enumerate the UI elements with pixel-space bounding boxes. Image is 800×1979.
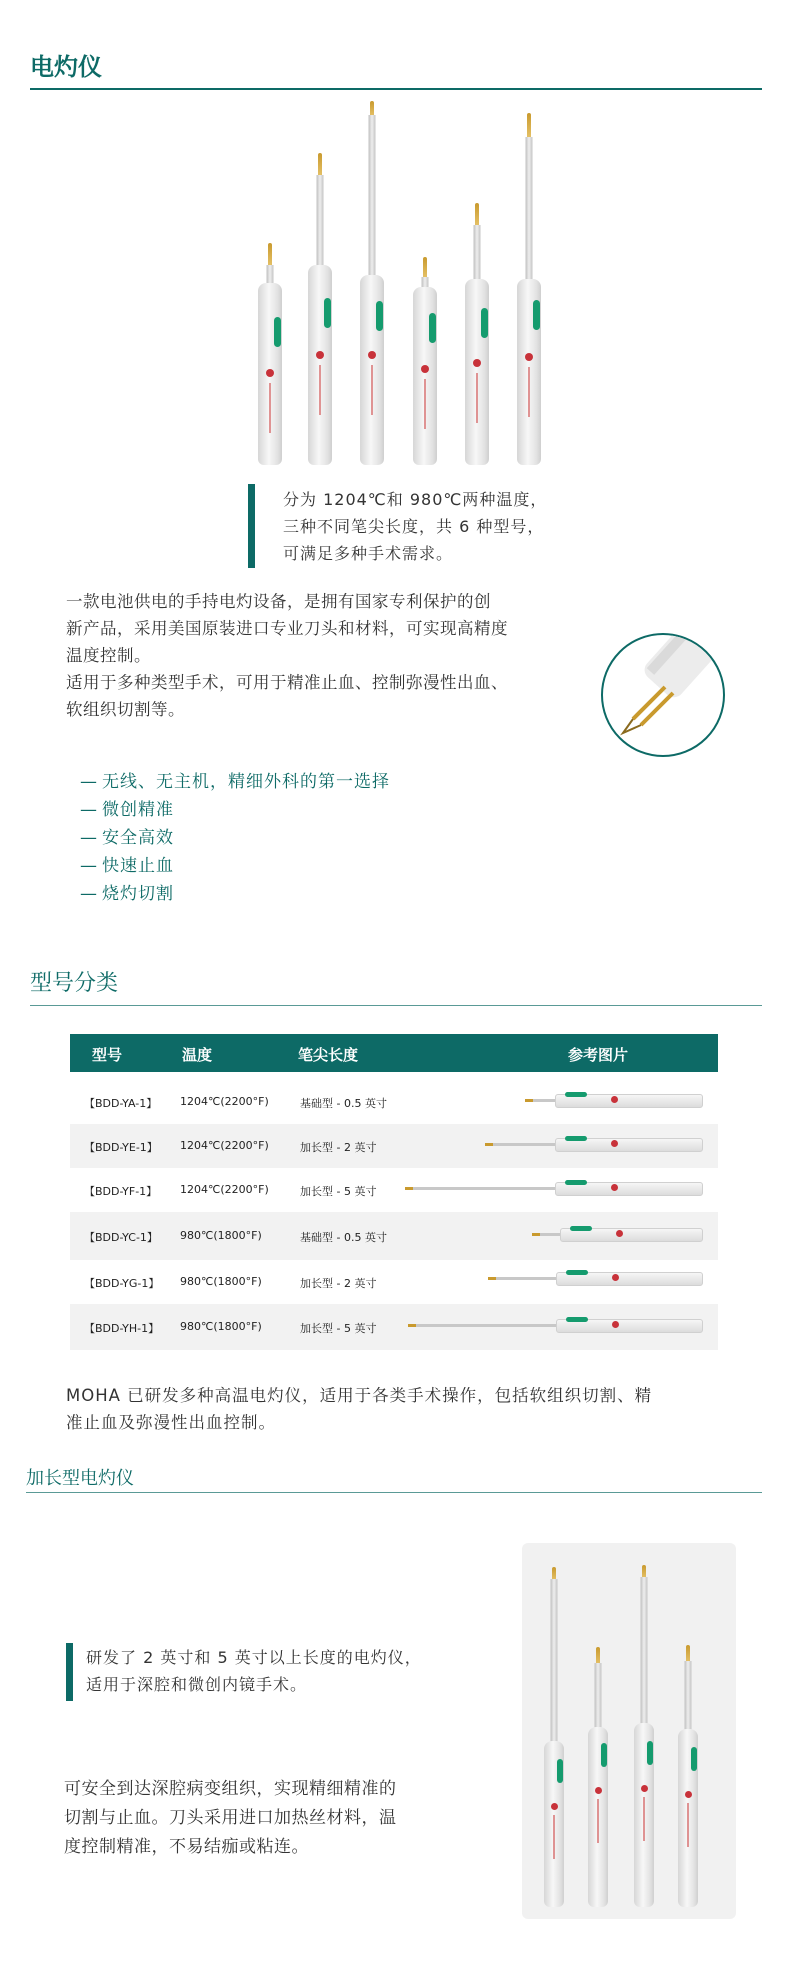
row-product-image bbox=[405, 1178, 703, 1200]
section-divider bbox=[30, 88, 762, 90]
callout-line: 研发了 2 英寸和 5 英寸以上长度的电灼仪， bbox=[86, 1648, 422, 1667]
pen-product bbox=[517, 113, 541, 465]
callout-accent-bar bbox=[66, 1643, 73, 1701]
header-tip-length: 笔尖长度 bbox=[298, 1046, 359, 1064]
cell-model: 【BDD-YH-1】 bbox=[84, 1322, 160, 1335]
section-title-models: 型号分类 bbox=[30, 971, 119, 996]
section-title-cautery: 电灼仪 bbox=[30, 53, 102, 81]
description-line: 新产品，采用美国原装进口专业刀头和材料，可实现高精度 bbox=[66, 619, 508, 638]
cell-tip-length: 基础型 - 0.5 英寸 bbox=[300, 1097, 387, 1110]
callout-extended-lengths bbox=[86, 1644, 506, 1698]
summary-line: 准止血及弥漫性出血控制。 bbox=[66, 1413, 276, 1432]
cell-model: 【BDD-YA-1】 bbox=[84, 1097, 158, 1110]
cell-temperature: 980℃(1800°F) bbox=[180, 1229, 262, 1242]
description-line: 度控制精准，不易结痂或粘连。 bbox=[64, 1837, 309, 1857]
pen-product bbox=[588, 1647, 608, 1907]
callout-line: 分为 1204℃和 980℃两种温度， bbox=[283, 490, 548, 509]
description-line: 可安全到达深腔病变组织，实现精细精准的 bbox=[64, 1779, 397, 1799]
table-row bbox=[70, 1080, 718, 1124]
callout-line: 可满足多种手术需求。 bbox=[283, 544, 454, 563]
feature-item: — 无线、无主机，精细外科的第一选择 bbox=[80, 772, 390, 792]
cell-model: 【BDD-YC-1】 bbox=[84, 1231, 158, 1244]
cell-tip-length: 加长型 - 5 英寸 bbox=[300, 1185, 377, 1198]
cell-model: 【BDD-YG-1】 bbox=[84, 1277, 160, 1290]
feature-list bbox=[80, 768, 390, 908]
pen-product bbox=[465, 203, 489, 465]
cell-temperature: 1204℃(2200°F) bbox=[180, 1183, 269, 1196]
pen-product bbox=[413, 257, 437, 465]
cell-tip-length: 加长型 - 2 英寸 bbox=[300, 1277, 377, 1290]
row-product-image bbox=[485, 1134, 703, 1156]
section-divider bbox=[26, 1492, 762, 1493]
callout-line: 适用于深腔和微创内镜手术。 bbox=[86, 1675, 308, 1694]
product-description bbox=[66, 588, 566, 723]
cell-tip-length: 加长型 - 5 英寸 bbox=[300, 1322, 377, 1335]
feature-item: — 微创精准 bbox=[80, 800, 174, 820]
callout-line: 三种不同笔尖长度，共 6 种型号， bbox=[283, 517, 545, 536]
feature-item: — 快速止血 bbox=[80, 856, 174, 876]
cell-temperature: 980℃(1800°F) bbox=[180, 1275, 262, 1288]
pen-product bbox=[678, 1645, 698, 1907]
tip-closeup-drawing bbox=[603, 635, 725, 757]
tip-closeup-image bbox=[601, 633, 725, 757]
row-product-image bbox=[532, 1224, 703, 1246]
models-summary bbox=[66, 1382, 766, 1436]
cell-tip-length: 基础型 - 0.5 英寸 bbox=[300, 1231, 387, 1244]
hero-product-image bbox=[240, 95, 570, 470]
description-line: 软组织切割等。 bbox=[66, 700, 185, 719]
header-reference-image: 参考图片 bbox=[568, 1046, 629, 1064]
cell-model: 【BDD-YF-1】 bbox=[84, 1185, 158, 1198]
table-row bbox=[70, 1124, 718, 1168]
description-line: 切割与止血。刀头采用进口加热丝材料，温 bbox=[64, 1808, 397, 1828]
pen-product bbox=[544, 1567, 564, 1907]
cell-temperature: 1204℃(2200°F) bbox=[180, 1095, 269, 1108]
pen-product bbox=[308, 153, 332, 465]
cell-model: 【BDD-YE-1】 bbox=[84, 1141, 158, 1154]
header-temperature: 温度 bbox=[182, 1046, 213, 1064]
table-row bbox=[70, 1212, 718, 1260]
description-line: 一款电池供电的手持电灼设备，是拥有国家专利保护的创 bbox=[66, 592, 491, 611]
model-table-header bbox=[70, 1034, 718, 1072]
header-model: 型号 bbox=[92, 1046, 123, 1064]
section-title-extended: 加长型电灼仪 bbox=[26, 1468, 134, 1489]
table-row bbox=[70, 1304, 718, 1350]
row-product-image bbox=[408, 1315, 703, 1337]
cell-temperature: 980℃(1800°F) bbox=[180, 1320, 262, 1333]
row-product-image bbox=[525, 1090, 703, 1112]
extended-description bbox=[64, 1775, 494, 1862]
extended-product-image bbox=[522, 1543, 736, 1919]
table-row bbox=[70, 1168, 718, 1212]
cell-temperature: 1204℃(2200°F) bbox=[180, 1139, 269, 1152]
feature-item: — 安全高效 bbox=[80, 828, 174, 848]
description-line: 适用于多种类型手术，可用于精准止血、控制弥漫性出血、 bbox=[66, 673, 508, 692]
section-divider bbox=[30, 1005, 762, 1006]
table-row bbox=[70, 1260, 718, 1304]
pen-product bbox=[360, 101, 384, 465]
callout-accent-bar bbox=[248, 484, 255, 568]
description-line: 温度控制。 bbox=[66, 646, 151, 665]
pen-product bbox=[634, 1565, 654, 1907]
feature-item: — 烧灼切割 bbox=[80, 884, 174, 904]
cell-tip-length: 加长型 - 2 英寸 bbox=[300, 1141, 377, 1154]
summary-line: MOHA 已研发多种高温电灼仪，适用于各类手术操作，包括软组织切割、精 bbox=[66, 1386, 653, 1405]
callout-temperature-models bbox=[283, 486, 613, 567]
row-product-image bbox=[488, 1268, 703, 1290]
pen-product bbox=[258, 243, 282, 465]
